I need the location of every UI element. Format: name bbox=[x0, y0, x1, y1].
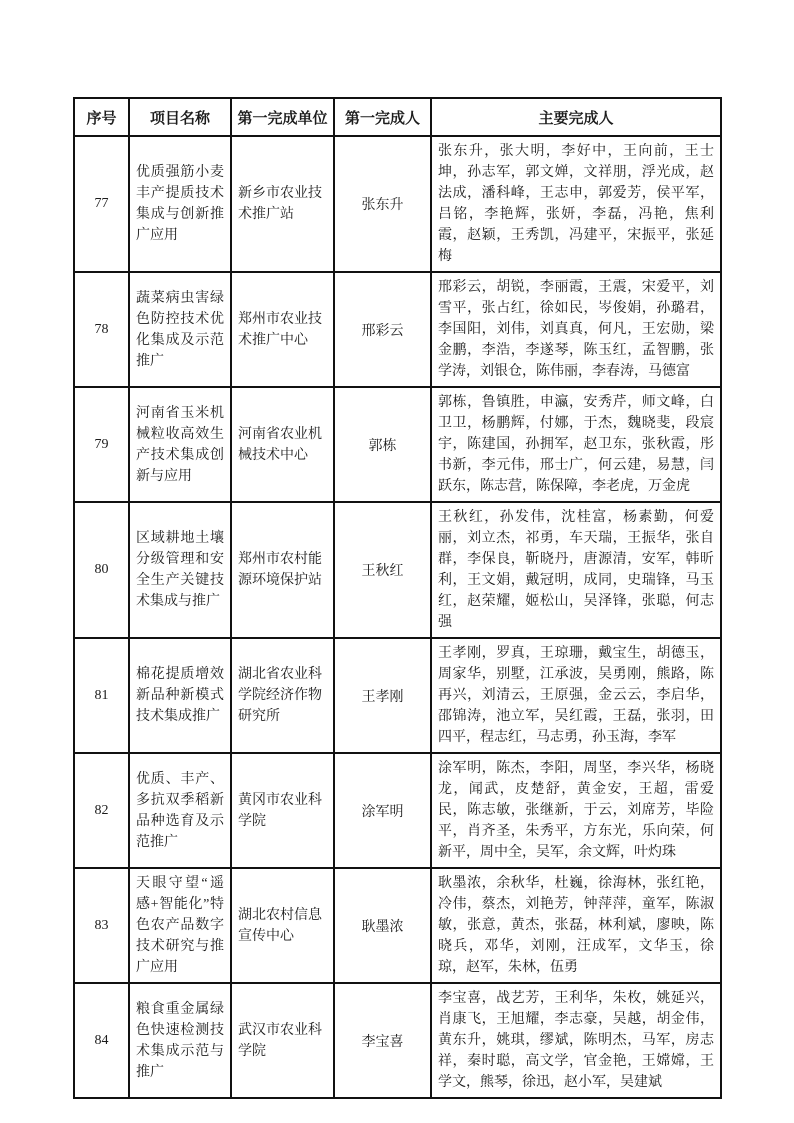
cell-first-unit: 郑州市农村能源环境保护站 bbox=[231, 502, 334, 638]
cell-project-name: 区域耕地土壤分级管理和安全生产关键技术集成与推广 bbox=[129, 502, 231, 638]
cell-no: 81 bbox=[74, 638, 129, 753]
table-row bbox=[74, 272, 721, 387]
cell-main-persons: 张东升，张大明，李好中，王向前，王士坤，孙志军，郭文婵，文祥朋，浮光成，赵法成，潘科峰，王志申，郭爱芳，侯平军，吕铭，李艳辉，张妍，李磊，冯艳，焦利霞，赵颖，王秀凯，冯建平，宋振平，张延梅 bbox=[431, 136, 721, 272]
cell-no: 84 bbox=[74, 983, 129, 1098]
table-body bbox=[74, 136, 721, 1098]
cell-project-name: 棉花提质增效新品种新模式技术集成推广 bbox=[129, 638, 231, 753]
cell-main-persons: 王秋红，孙发伟，沈桂富，杨素勤，何爱丽，刘立杰，祁勇，车天瑞，王振华，张自群，李保良，靳晓丹，唐源清，安军，韩昕利，王文娟，戴冠明，成同，史瑞锋，马玉红，赵荣耀，姬松山，吴泽锋，张聪，何志强 bbox=[431, 502, 721, 638]
table-row bbox=[74, 136, 721, 272]
column-header-project: 项目名称 bbox=[129, 98, 231, 136]
table-header bbox=[74, 98, 721, 136]
cell-no: 78 bbox=[74, 272, 129, 387]
cell-project-name: 粮食重金属绿色快速检测技术集成示范与推广 bbox=[129, 983, 231, 1098]
table-row bbox=[74, 983, 721, 1098]
cell-project-name: 河南省玉米机械粒收高效生产技术集成创新与应用 bbox=[129, 387, 231, 502]
table-row bbox=[74, 387, 721, 502]
column-header-main-persons: 主要完成人 bbox=[431, 98, 721, 136]
cell-main-persons: 郭栋，鲁镇胜，申瀛，安秀芹，师文峰，白卫卫，杨鹏辉，付娜，于杰，魏晓斐，段宸宇，陈建国，孙拥军，赵卫东，张秋霞，彤书新，李元伟，邢士广，何云建，易慧，闫跃东，陈志营，陈保障，李老虎，万金虎 bbox=[431, 387, 721, 502]
cell-first-unit: 黄冈市农业科学院 bbox=[231, 753, 334, 868]
cell-main-persons: 李宝喜，战艺芳，王利华，朱枚，姚延兴，肖康飞，王旭耀，李志豪，吴越，胡金伟，黄东升，姚琪，缪斌，陈明杰，马军，房志祥，秦时聪，高文学，官金艳，王嫦嫦，王学文，熊琴，徐迅，赵小军，吴建斌 bbox=[431, 983, 721, 1098]
cell-first-person: 王秋红 bbox=[334, 502, 431, 638]
cell-first-unit: 河南省农业机械技术中心 bbox=[231, 387, 334, 502]
cell-first-person: 王孝刚 bbox=[334, 638, 431, 753]
cell-no: 77 bbox=[74, 136, 129, 272]
cell-first-unit: 新乡市农业技术推广站 bbox=[231, 136, 334, 272]
cell-main-persons: 耿墨浓，余秋华，杜巍，徐海林，张红艳，冷伟，蔡杰，刘艳芳，钟萍萍，童军，陈淑敏，张意，黄杰，张磊，林利斌，廖映，陈晓兵，邓华，刘刚，汪成军，文华玉，徐琼，赵军，朱林，伍勇 bbox=[431, 868, 721, 983]
cell-no: 83 bbox=[74, 868, 129, 983]
cell-first-person: 李宝喜 bbox=[334, 983, 431, 1098]
cell-first-unit: 武汉市农业科学院 bbox=[231, 983, 334, 1098]
cell-first-person: 耿墨浓 bbox=[334, 868, 431, 983]
cell-first-person: 张东升 bbox=[334, 136, 431, 272]
column-header-first-person: 第一完成人 bbox=[334, 98, 431, 136]
cell-no: 80 bbox=[74, 502, 129, 638]
cell-project-name: 优质、丰产、多抗双季稻新品种选育及示范推广 bbox=[129, 753, 231, 868]
cell-first-unit: 湖北省农业科学院经济作物研究所 bbox=[231, 638, 334, 753]
header-row bbox=[74, 98, 721, 136]
table-row bbox=[74, 868, 721, 983]
cell-main-persons: 邢彩云，胡锐，李丽霞，王震，宋爱平，刘雪平，张占红，徐如民，岑俊娟，孙璐君，李国阳，刘伟，刘真真，何凡，王宏勋，梁金鹏，李浩，李遂琴，陈玉红，孟智鹏，张学涛，刘银仓，陈伟丽，李春涛，马德富 bbox=[431, 272, 721, 387]
cell-first-person: 邢彩云 bbox=[334, 272, 431, 387]
cell-project-name: 优质强筋小麦丰产提质技术集成与创新推广应用 bbox=[129, 136, 231, 272]
cell-no: 82 bbox=[74, 753, 129, 868]
cell-first-unit: 郑州市农业技术推广中心 bbox=[231, 272, 334, 387]
cell-no: 79 bbox=[74, 387, 129, 502]
cell-first-unit: 湖北农村信息宣传中心 bbox=[231, 868, 334, 983]
column-header-first-unit: 第一完成单位 bbox=[231, 98, 334, 136]
cell-main-persons: 涂军明，陈杰，李阳，周坚，李兴华，杨晓龙，闻武，皮楚舒，黄金安，王超，雷爱民，陈志敏，张继新，于云，刘席芳，毕险平，肖齐圣，朱秀平，方东光，乐向荣，何新平，周中全，吴军，余文辉，叶灼珠 bbox=[431, 753, 721, 868]
table-row bbox=[74, 638, 721, 753]
cell-main-persons: 王孝刚，罗真，王琼珊，戴宝生，胡德玉，周家华，别墅，江承波，吴勇刚，熊路，陈再兴，刘清云，王原强，金云云，李启华，邵锦涛，池立军，吴红霞，王磊，张羽，田四平，程志红，马志勇，孙玉海，李军 bbox=[431, 638, 721, 753]
column-header-no: 序号 bbox=[74, 98, 129, 136]
awards-table bbox=[73, 97, 722, 1099]
cell-project-name: 天眼守望“遥感+智能化”特色农产品数字技术研究与推广应用 bbox=[129, 868, 231, 983]
cell-first-person: 郭栋 bbox=[334, 387, 431, 502]
cell-first-person: 涂军明 bbox=[334, 753, 431, 868]
cell-project-name: 蔬菜病虫害绿色防控技术优化集成及示范推广 bbox=[129, 272, 231, 387]
table-row bbox=[74, 502, 721, 638]
table-row bbox=[74, 753, 721, 868]
